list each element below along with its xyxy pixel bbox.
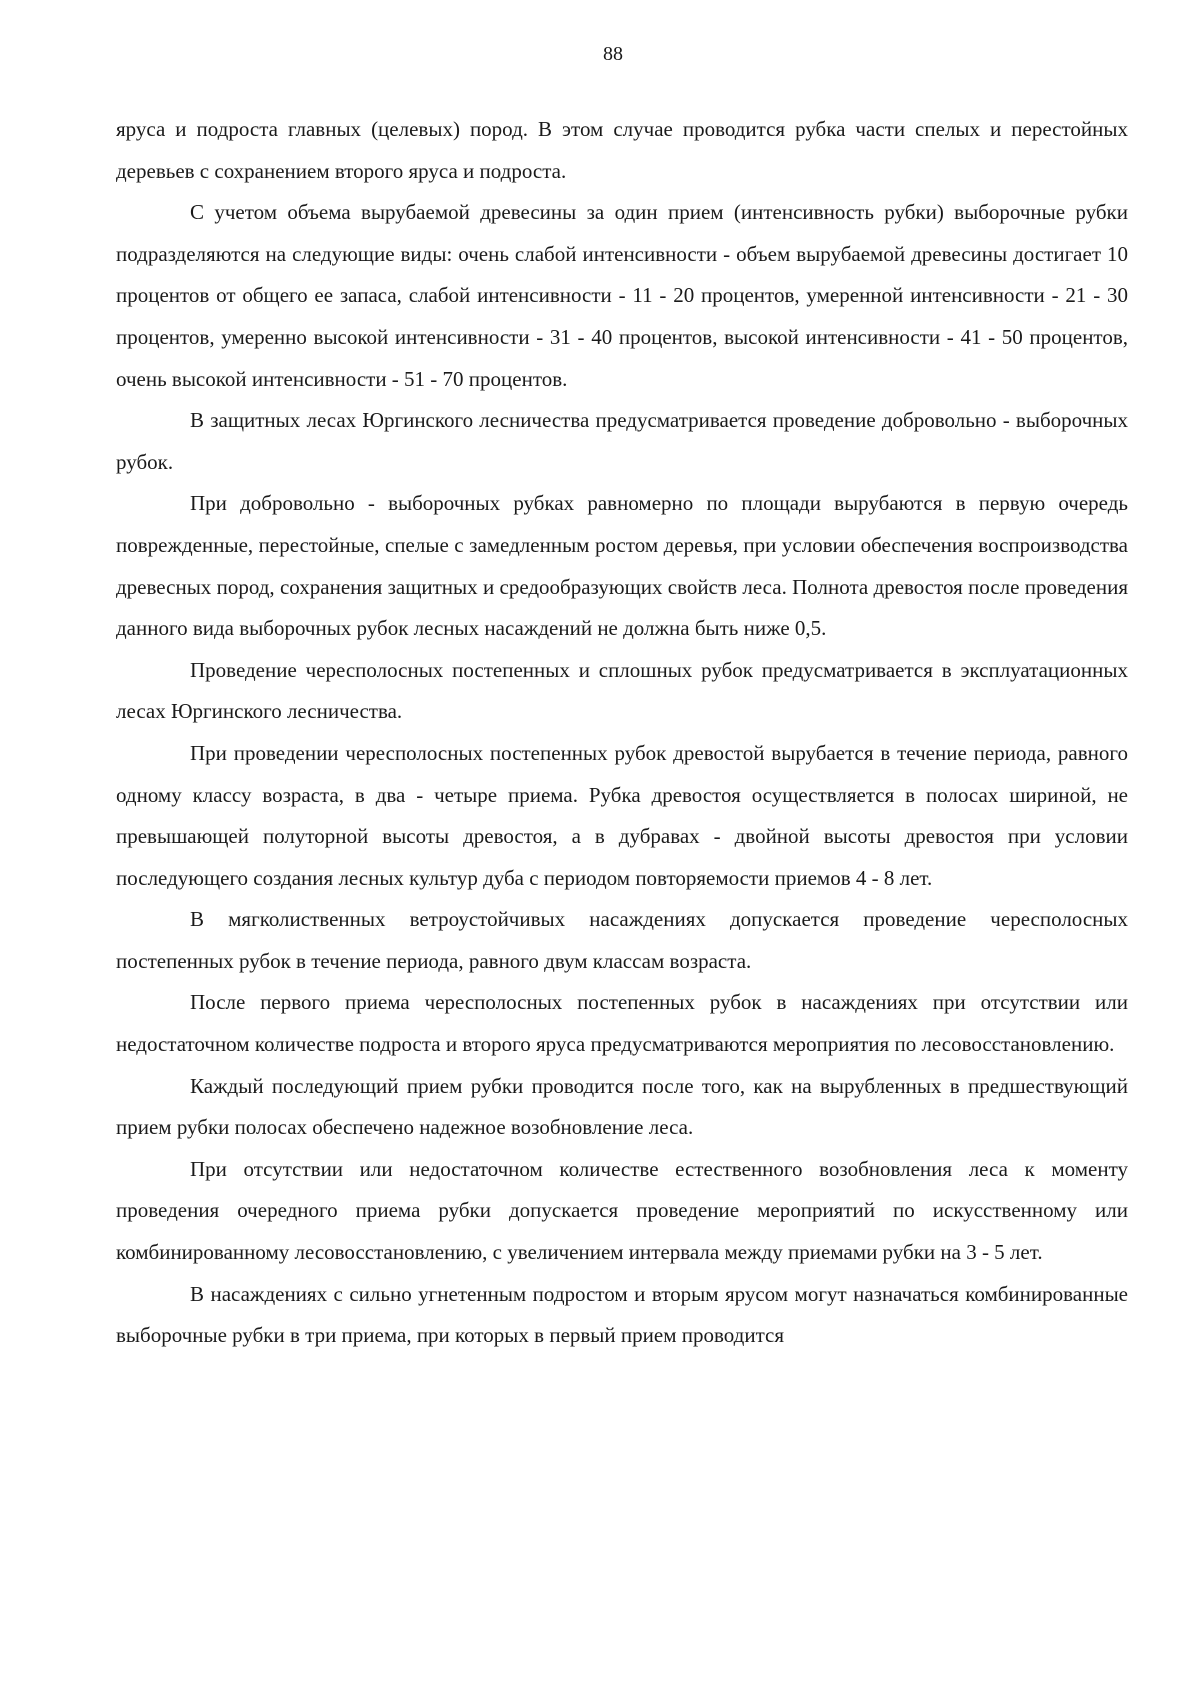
paragraph-strip-clear-cutting: Проведение чересполосных постепенных и сплошных рубок предусматривается в эксплуатационных лесах Юргинского лесничества. (116, 657, 1128, 724)
paragraph-subsequent-stage: Каждый последующий прием рубки проводится после того, как на вырубленных в предшествующий прием рубки полосах обеспечено надежное возобновление леса. (116, 1073, 1128, 1140)
page-number: 88 (603, 43, 623, 65)
paragraph-voluntary-selective: При добровольно - выборочных рубках равномерно по площади вырубаются в первую очередь поврежденные, перестойные, спелые с замедленным ростом деревья, при условии обеспечения воспроизводства древесных пород, сохранения защитных и средообразующих свойств леса. Полнота древостоя после проведения данного вида выборочных рубок лесных насаждений не должна быть ниже 0,5. (116, 491, 1128, 641)
body-text (116, 109, 1128, 1357)
paragraph-insufficient-regeneration: При отсутствии или недостаточном количестве естественного возобновления леса к моменту проведения очередного приема рубки допускается проведение мероприятий по искусственному или комбинированному лесовосстановлению, с увеличением интервала между приемами рубки на 3 - 5 лет. (116, 1156, 1128, 1265)
paragraph-softwood-stands: В мягколиственных ветроустойчивых насаждениях допускается проведение чересполосных постепенных рубок в течение периода, равного двум классам возраста. (116, 907, 1128, 973)
paragraph-protective-forests: В защитных лесах Юргинского лесничества предусматривается проведение добровольно - выборочных рубок. (116, 408, 1128, 474)
paragraph-strip-gradual: При проведении чересполосных постепенных рубок древостой вырубается в течение периода, равного одному классу возраста, в два - четыре приема. Рубка древостоя осуществляется в полосах шириной, не превышающей полуторной высоты древостоя, а в дубравах - двойной высоты древостоя при условии последующего создания лесных культур дуба с периодом повторяемости приемов 4 - 8 лет. (116, 740, 1128, 890)
paragraph-combined-selective: В насаждениях с сильно угнетенным подростом и вторым ярусом могут назначаться комбинированные выборочные рубки в три приема, при которых в первый прием проводится (116, 1281, 1128, 1348)
paragraph-after-first-stage: После первого приема чересполосных постепенных рубок в насаждениях при отсутствии или недостаточном количестве подроста и второго яруса предусматриваются мероприятия по лесовосстановлению. (116, 990, 1128, 1057)
paragraph-intensity-types: С учетом объема вырубаемой древесины за один прием (интенсивность рубки) выборочные рубки подразделяются на следующие виды: очень слабой интенсивности - объем вырубаемой древесины достигает 10 процентов от общего ее запаса, слабой интенсивности - 11 - 20 процентов, умеренной интенсивности - 21 - 30 процентов, умеренно высокой интенсивности - 31 - 40 процентов, высокой интенсивности - 41 - 50 процентов, очень высокой интенсивности - 51 - 70 процентов. (116, 200, 1128, 391)
paragraph-continuation: яруса и подроста главных (целевых) пород. В этом случае проводится рубка части спелых и перестойных деревьев с сохранением второго яруса и подроста. (116, 117, 1128, 183)
